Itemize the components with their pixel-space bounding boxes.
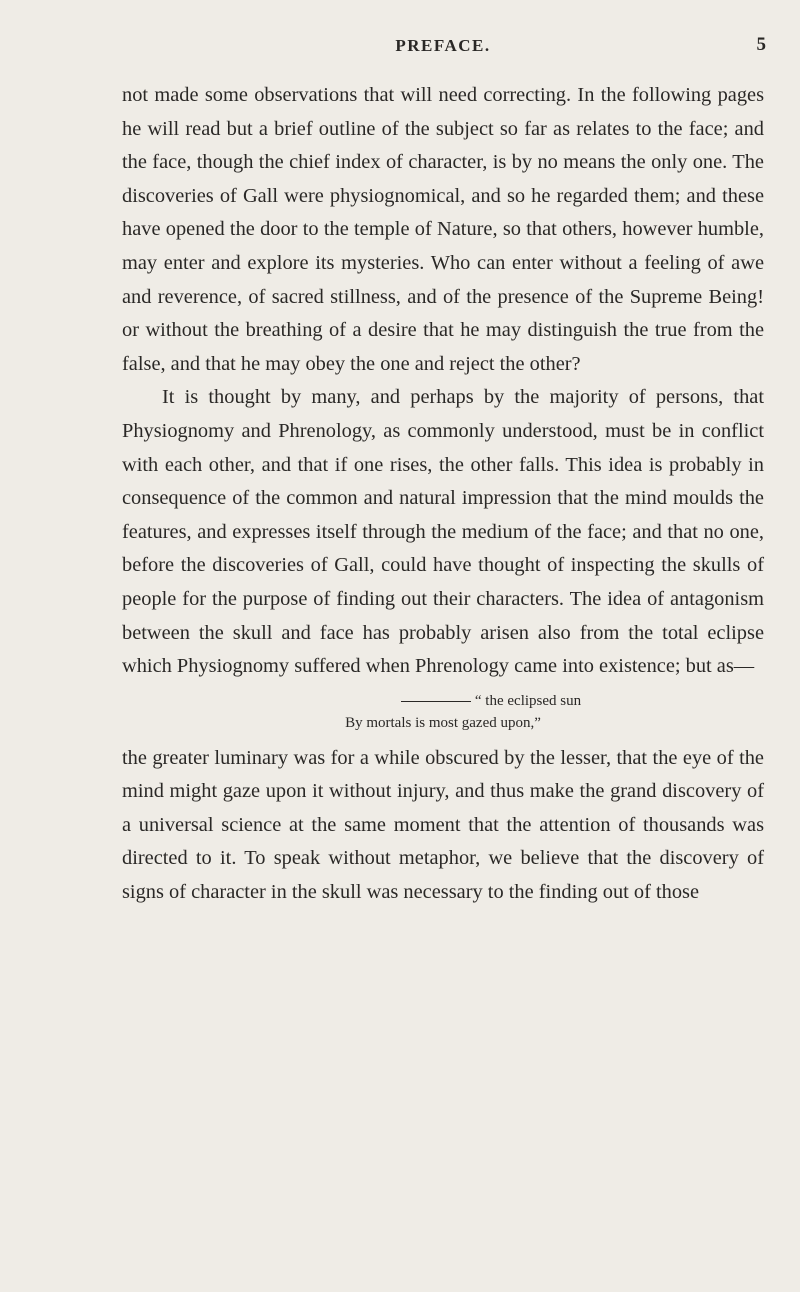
running-head bbox=[122, 32, 764, 62]
verse-quote bbox=[122, 690, 764, 734]
quote-dash bbox=[401, 701, 471, 702]
quote-line-1-text: “ the eclipsed sun bbox=[474, 692, 582, 709]
paragraph-2: It is thought by many, and perhaps by the majority of persons, that Physiognomy and Phrenology, as commonly understood, must be in conflict with each other, and that if one rises, the other falls. This idea is probably in consequence of the common and natural impression that the mind moulds the features, and expresses itself through the medium of the face; and that no one, before the discoveries of Gall, could have thought of inspecting the skulls of people for the purpose of finding out their characters. The idea of antagonism between the skull and face has probably arisen also from the total eclipse which Physiognomy suffered when Phrenology came into existence; but as— bbox=[122, 386, 764, 678]
running-title: PREFACE. bbox=[395, 36, 491, 55]
quote-line-2: By mortals is most gazed upon,” bbox=[345, 714, 541, 731]
paragraph-1: not made some observations that will need correcting. In the following pages he will read but a brief outline of the subject so far as relates to the face; and the face, though the chief index of character, is by no means the only one. The discoveries of Gall were physiognomical, and so he regarded them; and these have opened the door to the temple of Nature, so that others, however humble, may enter and explore its mysteries. Who can enter without a feeling of awe and reverence, of sacred stillness, and of the presence of the Supreme Being! or without the breathing of a desire that he may distinguish the true from the false, and that he may obey the one and reject the other? bbox=[122, 84, 764, 375]
paragraph-3: the greater luminary was for a while obscured by the lesser, that the eye of the mind might gaze upon it without injury, and thus make the grand discovery of a universal science at the same moment that the attention of thousands was directed to it. To speak without metaphor, we believe that the discovery of signs of character in the skull was necessary to the finding out of those bbox=[122, 746, 764, 904]
body-text bbox=[122, 79, 764, 910]
quote-line-1 bbox=[122, 690, 764, 712]
page-number: 5 bbox=[756, 34, 766, 55]
